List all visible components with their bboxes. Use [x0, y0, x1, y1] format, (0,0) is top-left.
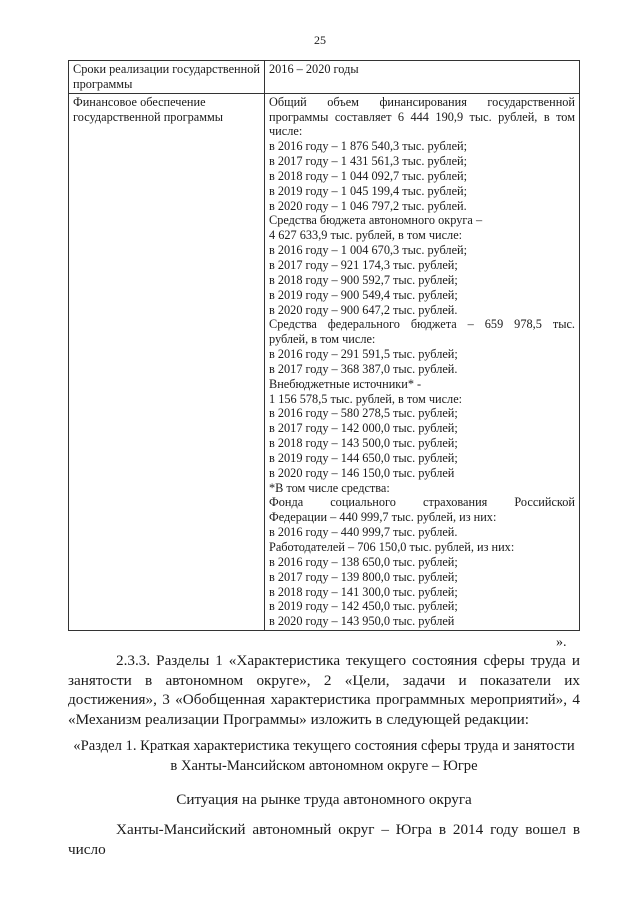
row-label: Финансовое обеспечение государственной программы: [69, 93, 265, 630]
table-row: [69, 93, 580, 630]
value-line: в 2020 году – 1 046 797,2 тыс. рублей.: [269, 198, 467, 213]
value-line: в 2017 году – 368 387,0 тыс. рублей.: [269, 361, 458, 376]
value-line: числе:: [269, 124, 303, 139]
value-line: в 2020 году – 900 647,2 тыс. рублей.: [269, 302, 458, 317]
value-line: рублей, в том числе:: [269, 332, 376, 347]
value-line: в 2016 году – 1 876 540,3 тыс. рублей;: [269, 139, 468, 154]
value-line: в 2019 году – 900 549,4 тыс. рублей;: [269, 287, 458, 302]
value-line: 2016 – 2020 годы: [269, 62, 359, 76]
paragraph-last: Ханты-Мансийский автономный округ – Югра в 2014 году вошел в число: [68, 821, 580, 858]
value-line: в 2019 году – 142 450,0 тыс. рублей;: [269, 599, 458, 614]
value-line: в 2017 году – 139 800,0 тыс. рублей;: [269, 569, 458, 584]
value-line: в 2017 году – 921 174,3 тыс. рублей;: [269, 257, 458, 272]
value-line: в 2018 году – 1 044 092,7 тыс. рублей;: [269, 168, 468, 183]
section-heading-line-1: «Раздел 1. Краткая характеристика текущего состояния сферы труда и занятости: [73, 738, 575, 754]
page-number: 25: [314, 33, 326, 47]
value-line: в 2018 году – 141 300,0 тыс. рублей;: [269, 584, 458, 599]
value-line: Фонда социального страхования Российской: [269, 495, 575, 510]
closing-quote: ».: [556, 635, 567, 650]
value-line: в 2020 году – 146 150,0 тыс. рублей: [269, 465, 455, 480]
value-line: 1 156 578,5 тыс. рублей, в том числе:: [269, 391, 463, 406]
row-value: [265, 61, 580, 94]
value-line: в 2018 году – 143 500,0 тыс. рублей;: [269, 436, 458, 451]
value-line: Внебюджетные источники* -: [269, 376, 422, 391]
value-line: в 2017 году – 1 431 561,3 тыс. рублей;: [269, 154, 468, 169]
program-passport-table: [68, 60, 580, 631]
value-line: в 2019 году – 1 045 199,4 тыс. рублей;: [269, 183, 468, 198]
table-row: [69, 61, 580, 94]
value-line: в 2016 году – 1 004 670,3 тыс. рублей;: [269, 243, 468, 258]
value-line: в 2019 году – 144 650,0 тыс. рублей;: [269, 450, 458, 465]
row-value: [265, 93, 580, 630]
section-heading-line-2: в Ханты-Мансийском автономном округе – Югре: [170, 757, 478, 774]
section-heading: [64, 737, 584, 776]
value-line: в 2017 году – 142 000,0 тыс. рублей;: [269, 421, 458, 436]
value-line: в 2016 году – 580 278,5 тыс. рублей;: [269, 406, 458, 421]
value-line: программы составляет 6 444 190,9 тыс. рублей, в том: [269, 109, 575, 124]
value-line: Средства бюджета автономного округа –: [269, 213, 483, 228]
subheading: Ситуация на рынке труда автономного округа: [176, 791, 472, 808]
row-label: Сроки реализации государственной программы: [69, 61, 265, 94]
value-line: в 2016 году – 291 591,5 тыс. рублей;: [269, 347, 458, 362]
value-line: Общий объем финансирования государственной: [269, 94, 575, 109]
value-line: Федерации – 440 999,7 тыс. рублей, из них:: [269, 510, 497, 525]
value-line: в 2016 году – 440 999,7 тыс. рублей.: [269, 525, 458, 540]
value-line: Средства федерального бюджета – 659 978,5 тыс.: [269, 317, 575, 332]
value-line: в 2018 году – 900 592,7 тыс. рублей;: [269, 272, 458, 287]
value-line: Работодателей – 706 150,0 тыс. рублей, из них:: [269, 540, 515, 554]
value-line: в 2016 году – 138 650,0 тыс. рублей;: [269, 554, 458, 569]
paragraph-2-3-3: 2.3.3. Разделы 1 «Характеристика текущего состояния сферы труда и занятости в автономном округе», 2 «Цели, задачи и показатели их достижения», 3 «Обобщенная характеристика программных мероприятий», 4 «Механизм реализации Программы» изложить в следующей редакции:: [68, 652, 580, 728]
value-line: *В том числе средства:: [269, 480, 390, 495]
value-line: 4 627 633,9 тыс. рублей, в том числе:: [269, 228, 463, 243]
value-line: в 2020 году – 143 950,0 тыс. рублей: [269, 614, 455, 629]
